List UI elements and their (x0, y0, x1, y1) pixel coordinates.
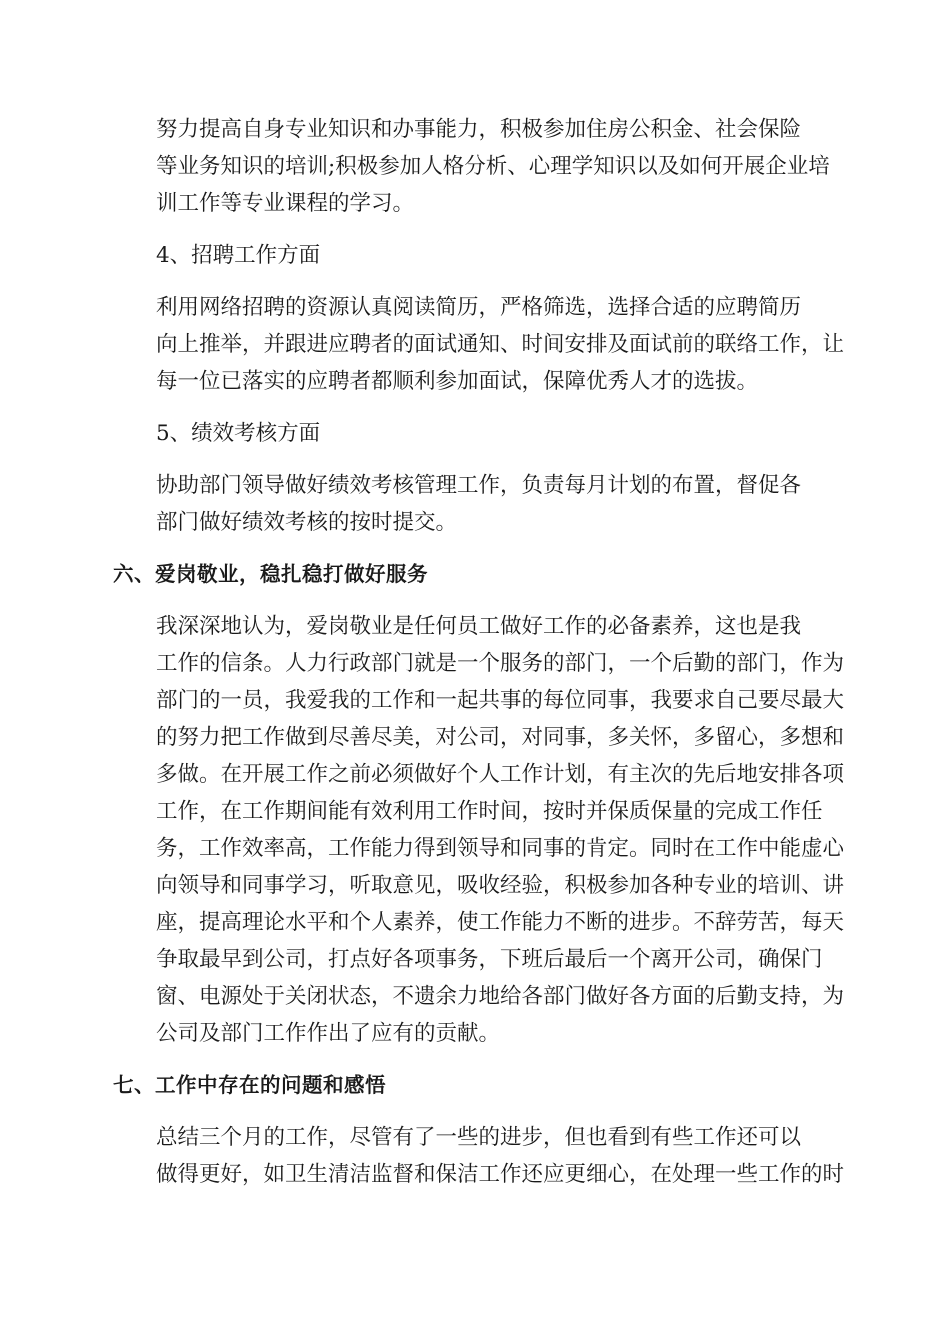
text-line: 多做。在开展工作之前必须做好个人工作计划，有主次的先后地安排各项 (156, 762, 845, 787)
text-line: 向领导和同事学习，听取意见，吸收经验，积极参加各种专业的培训、讲 (156, 873, 845, 898)
text-line: 的努力把工作做到尽善尽美，对公司，对同事，多关怀，多留心，多想和 (156, 725, 845, 750)
text-line: 部门的一员，我爱我的工作和一起共事的每位同事，我要求自己要尽最大 (156, 688, 845, 713)
paragraph-problems (113, 1119, 845, 1193)
text-line: 座，提高理论水平和个人素养，使工作能力不断的进步。不辞劳苦，每天 (156, 910, 845, 935)
subheading-text: 5、绩效考核方面 (156, 421, 321, 446)
text-line: 我深深地认为，爱岗敬业是任何员工做好工作的必备素养，这也是我 (156, 614, 802, 639)
text-line: 向上推举，并跟进应聘者的面试通知、时间安排及面试前的联络工作，让 (156, 332, 845, 357)
text-line: 工作的信条。人力行政部门就是一个服务的部门，一个后勤的部门，作为 (156, 651, 845, 676)
paragraph-dedication (113, 608, 845, 1052)
text-line: 工作，在工作期间能有效利用工作时间，按时并保质保量的完成工作任 (156, 799, 823, 824)
text-line: 训工作等专业课程的学习。 (156, 191, 415, 216)
paragraph-performance (113, 467, 835, 541)
text-line: 每一位已落实的应聘者都顺利参加面试，保障优秀人才的选拔。 (156, 369, 759, 394)
text-line: 做得更好，如卫生清洁监督和保洁工作还应更细心，在处理一些工作的时 (156, 1162, 845, 1187)
heading-text: 六、爱岗敬业，稳扎稳打做好服务 (113, 562, 428, 586)
paragraph-self-improvement (113, 111, 835, 222)
section-heading-problems (113, 1067, 835, 1104)
text-line: 协助部门领导做好绩效考核管理工作，负责每月计划的布置，督促各 (156, 473, 802, 498)
text-line: 部门做好绩效考核的按时提交。 (156, 510, 458, 535)
text-line: 窗、电源处于关闭状态，不遗余力地给各部门做好各方面的后勤支持，为 (156, 984, 845, 1009)
section-heading-dedication (113, 556, 835, 593)
text-line: 公司及部门工作作出了应有的贡献。 (156, 1021, 501, 1046)
text-line: 利用网络招聘的资源认真阅读简历，严格筛选，选择合适的应聘简历 (156, 295, 802, 320)
document-body (113, 111, 845, 1208)
text-line: 努力提高自身专业知识和办事能力，积极参加住房公积金、社会保险 (156, 117, 802, 142)
text-line: 务，工作效率高，工作能力得到领导和同事的肯定。同时在工作中能虚心 (156, 836, 845, 861)
subheading-recruitment (113, 237, 835, 274)
text-line: 等业务知识的培训;积极参加人格分析、心理学知识以及如何开展企业培 (156, 154, 830, 179)
heading-text: 七、工作中存在的问题和感悟 (113, 1073, 386, 1097)
subheading-text: 4、招聘工作方面 (156, 243, 321, 268)
text-line: 争取最早到公司，打点好各项事务，下班后最后一个离开公司，确保门 (156, 947, 823, 972)
text-line: 总结三个月的工作，尽管有了一些的进步，但也看到有些工作还可以 (156, 1125, 802, 1150)
paragraph-recruitment (113, 289, 845, 400)
subheading-performance (113, 415, 835, 452)
